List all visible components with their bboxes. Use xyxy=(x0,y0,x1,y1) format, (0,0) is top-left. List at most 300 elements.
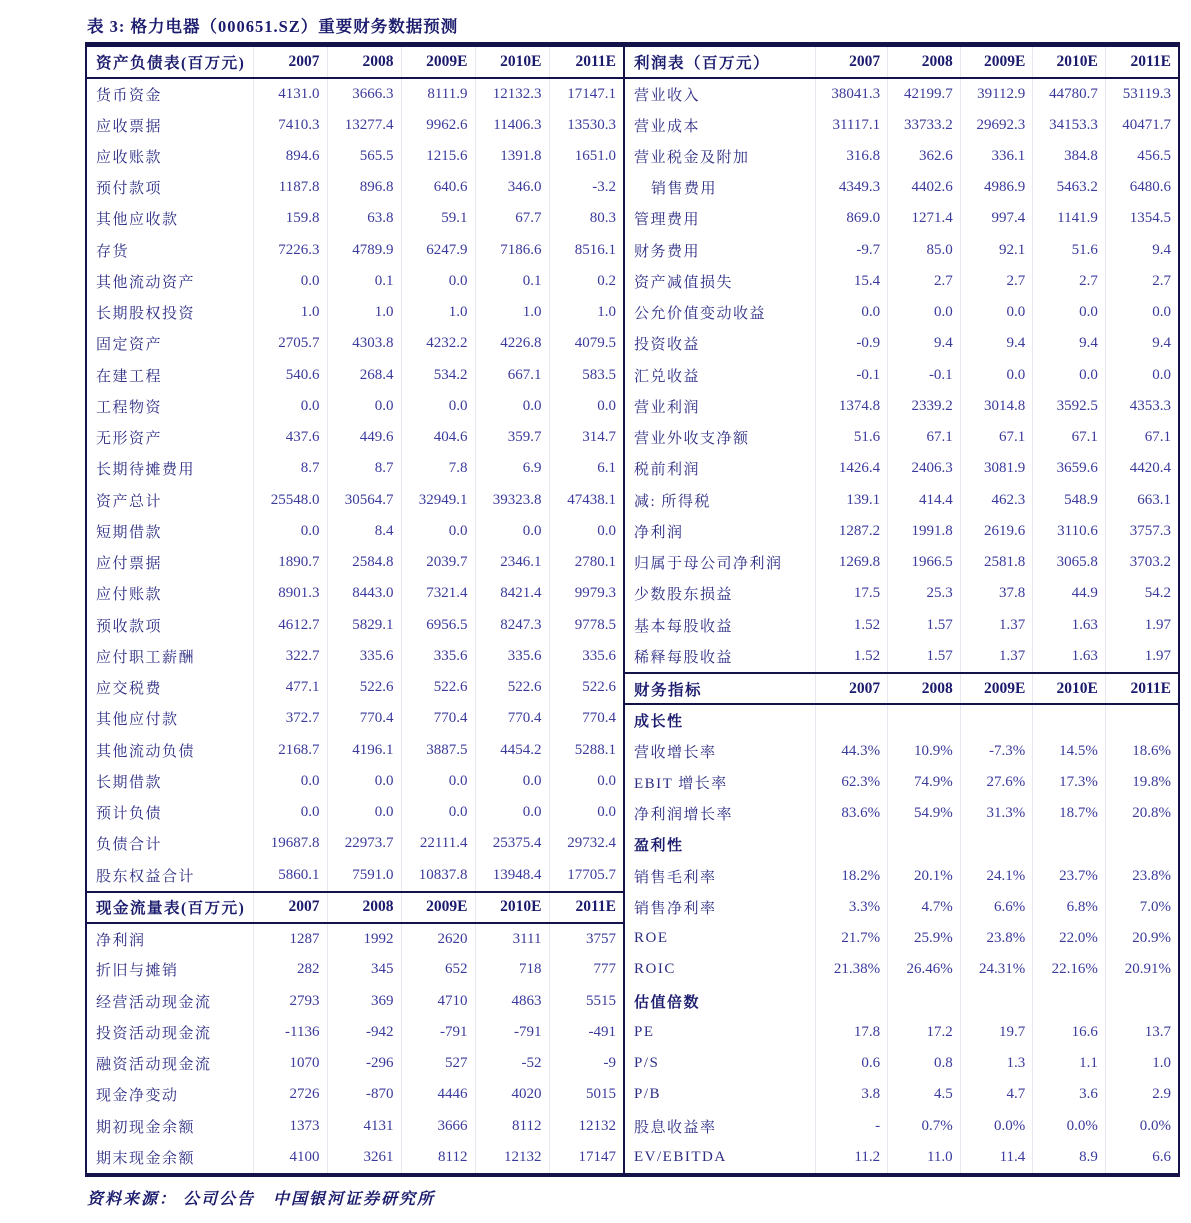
value-cell: 3111 xyxy=(475,923,549,954)
value-cell: 2584.8 xyxy=(327,547,401,578)
value-cell: 4.7 xyxy=(960,1079,1033,1110)
value-cell: -870 xyxy=(327,1079,401,1110)
value-cell: 1391.8 xyxy=(475,141,549,172)
value-cell: 8.9 xyxy=(1033,1142,1106,1173)
table-row xyxy=(625,641,1178,672)
row-label: 稀释每股收益 xyxy=(634,649,734,666)
value-cell: 404.6 xyxy=(401,422,475,453)
table-row xyxy=(87,547,623,578)
value-cell: 1354.5 xyxy=(1105,203,1178,234)
value-cell: 7410.3 xyxy=(253,110,327,141)
row-label: 销售毛利率 xyxy=(634,869,717,886)
value-cell: -0.1 xyxy=(888,360,961,391)
value-cell: 139.1 xyxy=(815,485,888,516)
value-cell: 14.5% xyxy=(1033,736,1106,767)
value-cell xyxy=(815,704,888,735)
col-header-year: 2007 xyxy=(815,47,888,78)
value-cell: 12132 xyxy=(475,1142,549,1173)
value-cell: 29692.3 xyxy=(960,110,1033,141)
value-cell xyxy=(1105,829,1178,860)
value-cell: 345 xyxy=(327,954,401,985)
col-header-year: 2009E xyxy=(401,47,475,78)
value-cell: 8111.9 xyxy=(401,78,475,109)
value-cell: 4303.8 xyxy=(327,328,401,359)
value-cell: 3666.3 xyxy=(327,78,401,109)
value-cell: 22111.4 xyxy=(401,828,475,859)
row-label: 长期借款 xyxy=(96,774,163,791)
value-cell: 3.8 xyxy=(815,1079,888,1110)
table-row xyxy=(87,516,623,547)
value-cell: 0.0 xyxy=(960,297,1033,328)
value-cell: 23.8% xyxy=(1105,861,1178,892)
col-header-year: 2010E xyxy=(475,47,549,78)
table-row xyxy=(87,328,623,359)
value-cell: 4353.3 xyxy=(1105,391,1178,422)
value-cell: 527 xyxy=(401,1048,475,1079)
value-cell: 2346.1 xyxy=(475,547,549,578)
value-cell: 3.6 xyxy=(1033,1079,1106,1110)
value-cell: 13277.4 xyxy=(327,110,401,141)
value-cell: 1.0 xyxy=(475,297,549,328)
value-cell: 4986.9 xyxy=(960,172,1033,203)
value-cell: 7321.4 xyxy=(401,578,475,609)
table-row xyxy=(625,235,1178,266)
table-row xyxy=(87,172,623,203)
table-row xyxy=(87,923,623,954)
value-cell: 67.1 xyxy=(960,422,1033,453)
table-row xyxy=(625,923,1178,954)
value-cell: 0.7% xyxy=(888,1111,961,1142)
value-cell: 13530.3 xyxy=(549,110,623,141)
value-cell: 6.9 xyxy=(475,453,549,484)
value-cell: 67.1 xyxy=(1033,422,1106,453)
value-cell: 1.0 xyxy=(327,297,401,328)
value-cell: 21.38% xyxy=(815,954,888,985)
value-cell: 22.0% xyxy=(1033,923,1106,954)
row-label: 投资活动现金流 xyxy=(96,1025,212,1042)
value-cell: 8.7 xyxy=(327,453,401,484)
income-statement-table xyxy=(625,47,1178,672)
value-cell xyxy=(1033,986,1106,1017)
value-cell: 5015 xyxy=(549,1079,623,1110)
table-row xyxy=(625,1017,1178,1048)
value-cell: 0.0 xyxy=(475,516,549,547)
row-label: 无形资产 xyxy=(96,431,163,448)
value-cell: 85.0 xyxy=(888,235,961,266)
balance-sheet-table xyxy=(87,47,623,891)
row-label: P/S xyxy=(634,1055,660,1072)
value-cell: 0.0 xyxy=(1033,360,1106,391)
value-cell: 25.3 xyxy=(888,578,961,609)
value-cell: 1070 xyxy=(253,1048,327,1079)
row-label: 现金净变动 xyxy=(96,1088,179,1105)
value-cell: 8112 xyxy=(475,1111,549,1142)
value-cell: 8.7 xyxy=(253,453,327,484)
row-label: 销售费用 xyxy=(651,181,718,198)
value-cell: 2.9 xyxy=(1105,1079,1178,1110)
table-row xyxy=(87,1079,623,1110)
table-row xyxy=(87,110,623,141)
table-row xyxy=(87,986,623,1017)
report-table-figure xyxy=(85,0,1180,1209)
table-row xyxy=(625,767,1178,798)
value-cell: 2168.7 xyxy=(253,735,327,766)
value-cell: 2619.6 xyxy=(960,516,1033,547)
value-cell: 0.0 xyxy=(960,360,1033,391)
value-cell: 456.5 xyxy=(1105,141,1178,172)
header-row xyxy=(87,47,623,78)
col-header-year: 2007 xyxy=(815,673,888,704)
value-cell: 437.6 xyxy=(253,422,327,453)
value-cell: 11.0 xyxy=(888,1142,961,1173)
value-cell: 0.0 xyxy=(401,797,475,828)
row-label: 估值倍数 xyxy=(634,994,701,1011)
value-cell: 1269.8 xyxy=(815,547,888,578)
row-label: 负债合计 xyxy=(96,837,163,854)
value-cell: 9.4 xyxy=(1105,328,1178,359)
value-cell: 3659.6 xyxy=(1033,453,1106,484)
value-cell: -7.3% xyxy=(960,736,1033,767)
value-cell: 1.0 xyxy=(401,297,475,328)
value-cell: 0.0 xyxy=(475,766,549,797)
value-cell: 770.4 xyxy=(475,703,549,734)
row-label: 财务费用 xyxy=(634,243,701,260)
value-cell: 11.4 xyxy=(960,1142,1033,1173)
value-cell: 10837.8 xyxy=(401,860,475,891)
value-cell: 39112.9 xyxy=(960,78,1033,109)
value-cell: 667.1 xyxy=(475,360,549,391)
table-row xyxy=(87,1111,623,1142)
row-label: 营业利润 xyxy=(634,399,701,416)
header-row xyxy=(625,673,1178,704)
value-cell: 1890.7 xyxy=(253,547,327,578)
header-row xyxy=(87,892,623,923)
value-cell: 0.0 xyxy=(549,766,623,797)
value-cell: 17.2 xyxy=(888,1017,961,1048)
table-row xyxy=(625,861,1178,892)
value-cell: -491 xyxy=(549,1017,623,1048)
value-cell: 1.3 xyxy=(960,1048,1033,1079)
table-header-label: 财务指标 xyxy=(625,673,815,704)
row-label: 其他流动资产 xyxy=(96,274,196,291)
value-cell: 0.0 xyxy=(1105,360,1178,391)
value-cell: 4446 xyxy=(401,1079,475,1110)
table-row xyxy=(625,328,1178,359)
value-cell: 3666 xyxy=(401,1111,475,1142)
value-cell: 2793 xyxy=(253,986,327,1017)
value-cell: 640.6 xyxy=(401,172,475,203)
table-row xyxy=(625,547,1178,578)
value-cell: 0.0% xyxy=(960,1111,1033,1142)
value-cell: 6.6% xyxy=(960,892,1033,923)
col-header-year: 2009E xyxy=(960,673,1033,704)
table-row xyxy=(625,485,1178,516)
table-row xyxy=(87,78,623,109)
value-cell xyxy=(960,829,1033,860)
value-cell: 63.8 xyxy=(327,203,401,234)
table-row xyxy=(87,203,623,234)
value-cell: 462.3 xyxy=(960,485,1033,516)
value-cell: 22973.7 xyxy=(327,828,401,859)
table-row xyxy=(87,797,623,828)
col-header-year: 2008 xyxy=(888,47,961,78)
table-row xyxy=(625,172,1178,203)
value-cell: 25.9% xyxy=(888,923,961,954)
value-cell: 39323.8 xyxy=(475,485,549,516)
value-cell: 17147.1 xyxy=(549,78,623,109)
value-cell: 5515 xyxy=(549,986,623,1017)
value-cell: 31117.1 xyxy=(815,110,888,141)
table-row xyxy=(625,391,1178,422)
value-cell: 0.0% xyxy=(1105,1111,1178,1142)
value-cell: 0.0 xyxy=(253,266,327,297)
value-cell: 26.46% xyxy=(888,954,961,985)
value-cell: 1.1 xyxy=(1033,1048,1106,1079)
table-row xyxy=(87,954,623,985)
row-label: 期初现金余额 xyxy=(96,1119,196,1136)
value-cell: 83.6% xyxy=(815,798,888,829)
value-cell: 477.1 xyxy=(253,672,327,703)
value-cell: 20.9% xyxy=(1105,923,1178,954)
value-cell xyxy=(1105,704,1178,735)
value-cell: 38041.3 xyxy=(815,78,888,109)
value-cell: 19.8% xyxy=(1105,767,1178,798)
row-label: P/B xyxy=(634,1086,662,1103)
value-cell: 17705.7 xyxy=(549,860,623,891)
value-cell: 335.6 xyxy=(475,641,549,672)
row-label: 股东权益合计 xyxy=(96,868,196,885)
value-cell: 8516.1 xyxy=(549,235,623,266)
value-cell: 6.6 xyxy=(1105,1142,1178,1173)
value-cell: 18.2% xyxy=(815,861,888,892)
value-cell: 3014.8 xyxy=(960,391,1033,422)
value-cell: -9.7 xyxy=(815,235,888,266)
value-cell: 12132 xyxy=(549,1111,623,1142)
value-cell: 335.6 xyxy=(401,641,475,672)
value-cell: 159.8 xyxy=(253,203,327,234)
value-cell: 54.2 xyxy=(1105,578,1178,609)
value-cell: 565.5 xyxy=(327,141,401,172)
value-cell: 2.7 xyxy=(960,266,1033,297)
row-label: 预计负债 xyxy=(96,806,163,823)
table-title: 表 3: 格力电器（000651.SZ）重要财务数据预测 xyxy=(87,17,459,36)
col-header-year: 2008 xyxy=(888,673,961,704)
value-cell xyxy=(888,986,961,1017)
value-cell: 47438.1 xyxy=(549,485,623,516)
value-cell: 4863 xyxy=(475,986,549,1017)
value-cell: 33733.2 xyxy=(888,110,961,141)
value-cell: 0.0 xyxy=(253,797,327,828)
row-label: 应付账款 xyxy=(96,587,163,604)
value-cell xyxy=(888,829,961,860)
value-cell: 1.0 xyxy=(253,297,327,328)
value-cell: 9.4 xyxy=(960,328,1033,359)
section-row xyxy=(625,986,1178,1017)
table-row xyxy=(87,860,623,891)
value-cell: 27.6% xyxy=(960,767,1033,798)
value-cell: 32949.1 xyxy=(401,485,475,516)
row-label: 汇兑收益 xyxy=(634,368,701,385)
value-cell: 1.37 xyxy=(960,641,1033,672)
table-row xyxy=(87,297,623,328)
value-cell: 44.9 xyxy=(1033,578,1106,609)
value-cell: 369 xyxy=(327,986,401,1017)
table-row xyxy=(87,235,623,266)
value-cell: 7.8 xyxy=(401,453,475,484)
value-cell: 384.8 xyxy=(1033,141,1106,172)
value-cell: 522.6 xyxy=(327,672,401,703)
value-cell: 24.31% xyxy=(960,954,1033,985)
value-cell: 894.6 xyxy=(253,141,327,172)
table-row xyxy=(87,422,623,453)
value-cell: 362.6 xyxy=(888,141,961,172)
col-header-year: 2011E xyxy=(1105,673,1178,704)
value-cell: 0.0 xyxy=(401,516,475,547)
value-cell: 336.1 xyxy=(960,141,1033,172)
value-cell: 4100 xyxy=(253,1142,327,1173)
value-cell: 372.7 xyxy=(253,703,327,734)
value-cell: 663.1 xyxy=(1105,485,1178,516)
value-cell: 44.3% xyxy=(815,736,888,767)
row-label: 股息收益率 xyxy=(634,1119,717,1136)
table-row xyxy=(625,141,1178,172)
value-cell: 7.0% xyxy=(1105,892,1178,923)
value-cell: 6.8% xyxy=(1033,892,1106,923)
value-cell: 1287 xyxy=(253,923,327,954)
value-cell: 770.4 xyxy=(549,703,623,734)
value-cell: 8247.3 xyxy=(475,610,549,641)
value-cell: 0.0 xyxy=(815,297,888,328)
row-label: 折旧与摊销 xyxy=(96,963,179,980)
row-label: 税前利润 xyxy=(634,462,701,479)
row-label: 在建工程 xyxy=(96,368,163,385)
value-cell: 1.0 xyxy=(1105,1048,1178,1079)
value-cell: 3757 xyxy=(549,923,623,954)
table-row xyxy=(87,1048,623,1079)
table-row xyxy=(87,1142,623,1173)
value-cell: 4454.2 xyxy=(475,735,549,766)
row-label: 减: 所得税 xyxy=(634,493,711,510)
value-cell: 0.0 xyxy=(475,391,549,422)
value-cell: 548.9 xyxy=(1033,485,1106,516)
value-cell: 414.4 xyxy=(888,485,961,516)
row-label: 销售净利率 xyxy=(634,900,717,917)
value-cell xyxy=(960,986,1033,1017)
value-cell: 4789.9 xyxy=(327,235,401,266)
table-header-label: 现金流量表(百万元) xyxy=(87,892,253,923)
value-cell: 11.2 xyxy=(815,1142,888,1173)
table-row xyxy=(625,954,1178,985)
row-label: 工程物资 xyxy=(96,399,163,416)
value-cell: 777 xyxy=(549,954,623,985)
value-cell: 0.8 xyxy=(888,1048,961,1079)
row-label: 基本每股收益 xyxy=(634,618,734,635)
value-cell: 0.0 xyxy=(1105,297,1178,328)
value-cell: 6956.5 xyxy=(401,610,475,641)
value-cell: 9778.5 xyxy=(549,610,623,641)
value-cell: 0.6 xyxy=(815,1048,888,1079)
col-header-year: 2008 xyxy=(327,892,401,923)
value-cell: 1187.8 xyxy=(253,172,327,203)
table-row xyxy=(87,141,623,172)
section-row xyxy=(625,829,1178,860)
value-cell: 1.0 xyxy=(549,297,623,328)
row-label: 应付票据 xyxy=(96,556,163,573)
value-cell: 9979.3 xyxy=(549,578,623,609)
value-cell: 0.0 xyxy=(253,766,327,797)
value-cell: 74.9% xyxy=(888,767,961,798)
table-row xyxy=(87,828,623,859)
value-cell: 896.8 xyxy=(327,172,401,203)
row-label: 其他应收款 xyxy=(96,212,179,229)
value-cell: 0.0 xyxy=(401,766,475,797)
value-cell: 0.1 xyxy=(475,266,549,297)
value-cell: 4020 xyxy=(475,1079,549,1110)
table-title-block xyxy=(85,13,1180,47)
row-label: 净利润 xyxy=(634,524,684,541)
value-cell: 4232.2 xyxy=(401,328,475,359)
value-cell: 2780.1 xyxy=(549,547,623,578)
value-cell xyxy=(815,986,888,1017)
value-cell: 67.7 xyxy=(475,203,549,234)
value-cell: 2620 xyxy=(401,923,475,954)
value-cell: 9.4 xyxy=(1105,235,1178,266)
row-label: 公允价值变动收益 xyxy=(634,306,767,323)
value-cell: 2339.2 xyxy=(888,391,961,422)
value-cell: 4710 xyxy=(401,986,475,1017)
value-cell: 13948.4 xyxy=(475,860,549,891)
value-cell: 0.0 xyxy=(549,797,623,828)
col-header-year: 2008 xyxy=(327,47,401,78)
table-header-label: 利润表（百万元） xyxy=(625,47,815,78)
row-label: ROE xyxy=(634,930,669,947)
value-cell: -942 xyxy=(327,1017,401,1048)
value-cell: 4612.7 xyxy=(253,610,327,641)
value-cell: 4349.3 xyxy=(815,172,888,203)
value-cell: 2039.7 xyxy=(401,547,475,578)
value-cell: 2.7 xyxy=(888,266,961,297)
value-cell: 6480.6 xyxy=(1105,172,1178,203)
value-cell: 42199.7 xyxy=(888,78,961,109)
value-cell: 18.6% xyxy=(1105,736,1178,767)
value-cell: 282 xyxy=(253,954,327,985)
value-cell: 2581.8 xyxy=(960,547,1033,578)
row-label: 固定资产 xyxy=(96,337,163,354)
source-note: 资料来源： 公司公告 中国银河证券研究所 xyxy=(87,1191,436,1208)
value-cell: 23.7% xyxy=(1033,861,1106,892)
row-label: 短期借款 xyxy=(96,524,163,541)
value-cell: 1373 xyxy=(253,1111,327,1142)
value-cell: 0.0 xyxy=(253,516,327,547)
value-cell: 5829.1 xyxy=(327,610,401,641)
table-row xyxy=(87,266,623,297)
value-cell: 1.57 xyxy=(888,610,961,641)
col-header-year: 2011E xyxy=(549,47,623,78)
value-cell xyxy=(815,829,888,860)
table-row xyxy=(625,610,1178,641)
value-cell: -296 xyxy=(327,1048,401,1079)
value-cell: 15.4 xyxy=(815,266,888,297)
value-cell: 3110.6 xyxy=(1033,516,1106,547)
value-cell: 9.4 xyxy=(1033,328,1106,359)
value-cell: 25375.4 xyxy=(475,828,549,859)
table-row xyxy=(87,766,623,797)
table-row xyxy=(625,422,1178,453)
col-header-year: 2011E xyxy=(1105,47,1178,78)
value-cell xyxy=(1033,704,1106,735)
value-cell: 37.8 xyxy=(960,578,1033,609)
table-row xyxy=(625,578,1178,609)
